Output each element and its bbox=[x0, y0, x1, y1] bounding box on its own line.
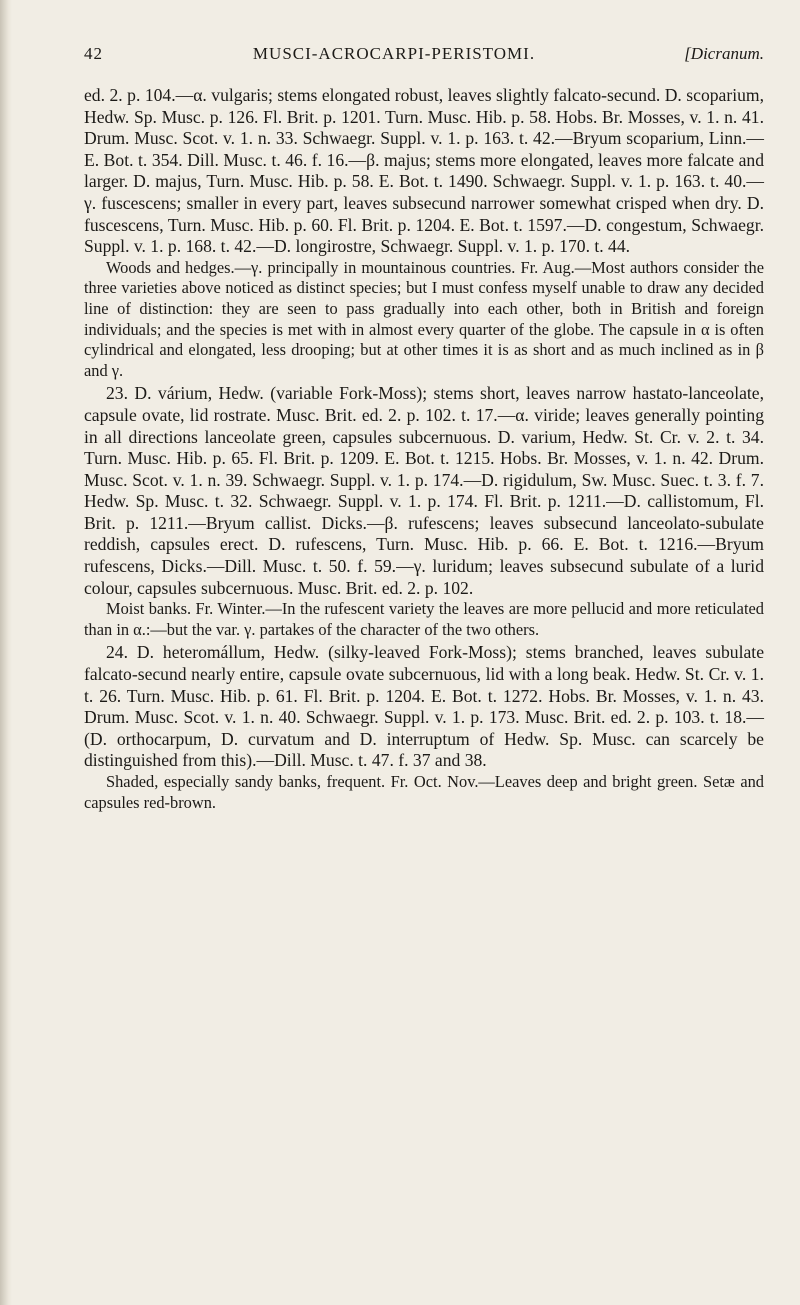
section-title: [Dicranum. bbox=[684, 44, 764, 63]
page-number: 42 bbox=[84, 44, 103, 63]
paragraph-heteromallum-habitat: Shaded, especially sandy banks, frequent. Fr. Oct. Nov.—Leaves deep and bright green. Setæ and capsules red-brown. bbox=[84, 772, 764, 812]
running-title: MUSCI-ACROCARPI-PERISTOMI. bbox=[252, 44, 536, 63]
paragraph-entry-23-varium: 23. D. várium, Hedw. (variable Fork-Moss); stems short, leaves narrow hastato-lanceolate, capsule ovate, lid rostrate. Musc. Brit. ed. 2. p. 102. t. 17.—α. viride; leaves generally pointing in all directions lanceolate green, capsules subcernuous. D. varium, Hedw. St. Cr. v. 2. t. 34. Turn. Musc. Hib. p. 65. Fl. Brit. p. 1209. E. Bot. t. 1215. Hobs. Br. Mosses, v. 1. n. 42. Drum. Musc. Scot. v. 1. n. 39. Schwaegr. Suppl. v. 1. p. 174.—D. rigidulum, Sw. Musc. Suec. t. 3. f. 7. Hedw. Sp. Musc. t. 32. Schwaegr. Suppl. v. 1. p. 174. Fl. Brit. p. 1211.—D. callistomum, Fl. Brit. p. 1211.—Bryum callist. Dicks.—β. rufescens; leaves subsecund lanceolato-subulate reddish, capsules erect. D. rufescens, Turn. Musc. Hib. p. 66. E. Bot. t. 1216.—Bryum rufescens, Dicks.—Dill. Musc. t. 50. f. 59.—γ. luridum; leaves subsecund subulate of a lurid colour, capsules subcernuous. Musc. Brit. ed. 2. p. 102. bbox=[84, 383, 764, 598]
page-edge-shadow bbox=[0, 0, 12, 1305]
page-header bbox=[84, 44, 764, 64]
paragraph-scoparium-habitat: Woods and hedges.—γ. principally in mountainous countries. Fr. Aug.—Most authors consider the three varieties above noticed as distinct species; but I must confess myself unable to draw any decided line of distinction: they are seen to pass gradually into each other, both in British and foreign individuals; and the species is met with in almost every quarter of the globe. The capsule in α is often cylindrical and elongated, less drooping; but at other times it is as short and as much inclined as in β and γ. bbox=[84, 257, 764, 380]
paragraph-scoparium-varieties: ed. 2. p. 104.—α. vulgaris; stems elongated robust, leaves slightly falcato-secund. D. scoparium, Hedw. Sp. Musc. p. 126. Fl. Brit. p. 1201. Turn. Musc. Hib. p. 58. Hobs. Br. Mosses, v. 1. n. 41. Drum. Musc. Scot. v. 1. n. 33. Schwaegr. Suppl. v. 1. p. 163. t. 42.—Bryum scoparium, Linn.—E. Bot. t. 354. Dill. Musc. t. 46. f. 16.—β. majus; stems more elongated, leaves more falcate and larger. D. majus, Turn. Musc. Hib. p. 58. E. Bot. t. 1490. Schwaegr. Suppl. v. 1. p. 163. t. 40.—γ. fuscescens; smaller in every part, leaves subsecund narrower somewhat crisped when dry. D. fuscescens, Turn. Musc. Hib. p. 60. Fl. Brit. p. 1204. E. Bot. t. 1597.—D. congestum, Schwaegr. Suppl. v. 1. p. 168. t. 42.—D. longirostre, Schwaegr. Suppl. v. 1. p. 170. t. 44. bbox=[84, 85, 764, 257]
book-page bbox=[84, 44, 764, 813]
page-body bbox=[84, 85, 764, 813]
paragraph-varium-habitat: Moist banks. Fr. Winter.—In the rufescent variety the leaves are more pellucid and more reticulated than in α.:—but the var. γ. partakes of the character of the two others. bbox=[84, 599, 764, 639]
paragraph-entry-24-heteromallum: 24. D. heteromállum, Hedw. (silky-leaved Fork-Moss); stems branched, leaves subulate falcato-secund nearly entire, capsule ovate subcernuous, lid with a long beak. Hedw. St. Cr. v. 1. t. 26. Turn. Musc. Hib. p. 61. Fl. Brit. p. 1204. E. Bot. t. 1272. Hobs. Br. Mosses, v. 1. n. 43. Drum. Musc. Scot. v. 1. n. 40. Schwaegr. Suppl. v. 1. p. 173. Musc. Brit. ed. 2. p. 103. t. 18.—(D. orthocarpum, D. curvatum and D. interruptum of Hedw. Sp. Musc. can scarcely be distinguished from this).—Dill. Musc. t. 47. f. 37 and 38. bbox=[84, 642, 764, 771]
